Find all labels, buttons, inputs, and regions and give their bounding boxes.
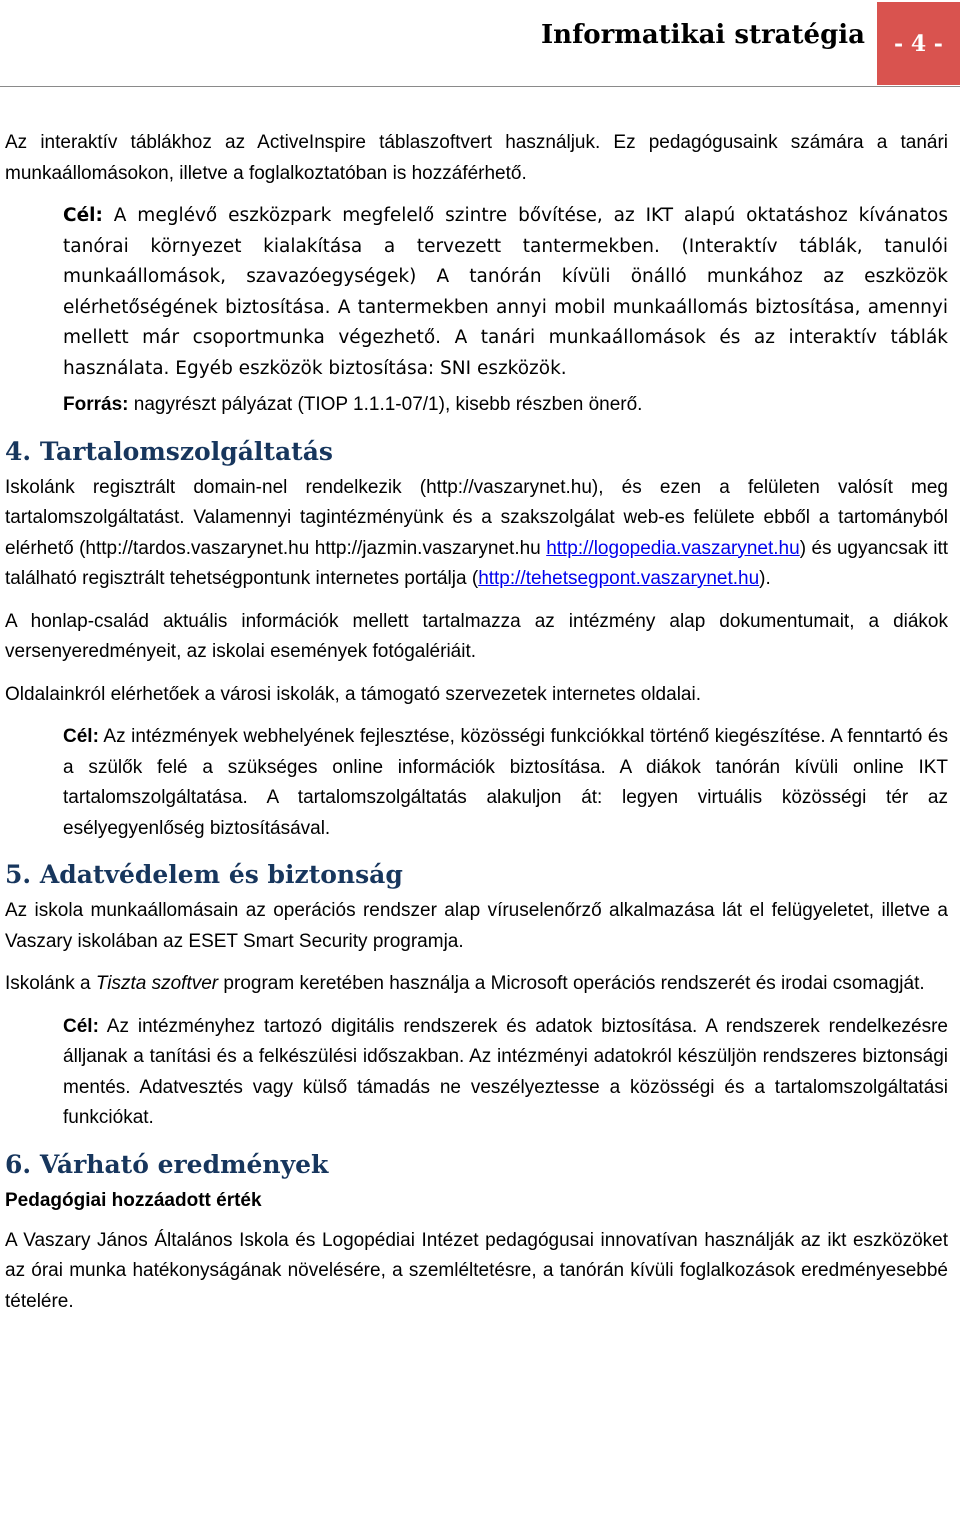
paragraph-domain: Iskolánk regisztrált domain-nel rendelkezik (http://vaszarynet.hu), és ezen a felületen valósít meg tartalomszolgáltatást. Valamennyi tagintézményünk és a szakszolgálat web-es felülete ebből a tartományból elérhető (http://tardos.vaszarynet.hu http://jazmin.vaszarynet.hu http://logopedia.vaszarynet.hu) és ugyancsak itt található regisztrált tehetségpontunk internetes portálja (http://tehetsegpont.vaszarynet.hu). <box>5 476 949 589</box>
goal-block-devices <box>63 201 948 421</box>
goal-paragraph <box>63 201 948 384</box>
source-text: nagyrészt pályázat (TIOP 1.1.1-07/1), kisebb részben önerő. <box>128 394 643 415</box>
paragraph-website-content: A honlap-család aktuális információk mellett tartalmazza az intézmény alap dokumentumait, a diákok versenyeredményeit, az iskolai események fotógalériáit. <box>5 610 948 662</box>
subheading-added-value: Pedagógiai hozzáadott érték <box>5 1189 262 1211</box>
goal-text: Az intézmények webhelyének fejlesztése, közösségi funkciókkal történő kiegészítése. A fenntartó és a szülők felé a szükséges online információk biztosítása. A diákok tanórán kívüli online IKT tartalomszolgáltatása. A tartalomszolgáltatás alakuljon át: legyen virtuális közösségi tér az esélyegyenlőség biztosításával. <box>63 726 948 839</box>
document-title: Informatikai stratégia <box>541 20 865 50</box>
paragraph-activeinspire: Az interaktív táblákhoz az ActiveInspire táblaszoftvert használjuk. Ez pedagógusaink számára a tanári munkaállomásokon, illetve a foglalkoztatóban is hozzáférhető. <box>5 132 948 184</box>
tehetsegpont-link[interactable]: http://tehetsegpont.vaszarynet.hu <box>478 568 760 589</box>
page-header <box>0 0 960 85</box>
page-number-badge: - 4 - <box>877 2 960 85</box>
goal-paragraph <box>63 1012 948 1134</box>
goal-label: Cél: <box>63 205 103 226</box>
header-divider <box>0 86 960 87</box>
goal-paragraph <box>63 722 948 844</box>
section-heading-5: 5. Adatvédelem és biztonság <box>5 860 403 889</box>
section-heading-4: 4. Tartalomszolgáltatás <box>5 436 333 466</box>
paragraph-external-links: Oldalainkról elérhetőek a városi iskolák, a támogató szervezetek internetes oldalai. <box>5 683 701 705</box>
goal-text: A meglévő eszközpark megfelelő szintre bővítése, az IKT alapú oktatáshoz kívánatos tanórai környezet kialakítása a tervezett tantermekben. (Interaktív táblák, tanulói munkaállomások, szavazóegységek) A tanórán kívüli önálló munkához az eszközök elérhetőségének biztosítása. A tantermekben annyi mobil munkaállomás biztosítása, amennyi mellett már csoportmunka végezhető. A tanári munkaállomások és az interaktív táblák használata. Egyéb eszközök biztosítása: SNI eszközök. <box>63 205 948 379</box>
paragraph-antivirus: Az iskola munkaállomásain az operációs rendszer alap víruselenőrző alkalmazása lát el felügyeletet, illetve a Vaszary iskolában az ESET Smart Security programja. <box>5 900 948 952</box>
goal-label: Cél: <box>63 726 99 747</box>
section-heading-6: 6. Várható eredmények <box>5 1149 329 1179</box>
paragraph-clean-software: Iskolánk a Tiszta szoftver program keretében használja a Microsoft operációs rendszerét és irodai csomagját. <box>5 973 925 994</box>
source-paragraph <box>63 390 948 421</box>
goal-block-content <box>63 722 948 844</box>
goal-text: Az intézményhez tartozó digitális rendszerek és adatok biztosítása. A rendszerek rendelkezésre álljanak a tanítási és a felkészülési időszakban. Az intézményi adatokról készüljön rendszeres biztonsági mentés. Adatvesztés vagy külső támadás ne veszélyeztesse a közösségi és a tartalomszolgáltatási funkciókat. <box>63 1015 948 1128</box>
logopedia-link[interactable]: http://logopedia.vaszarynet.hu <box>546 537 800 559</box>
source-label: Forrás: <box>63 394 129 415</box>
goal-label: Cél: <box>63 1015 99 1037</box>
paragraph-expected-results: A Vaszary János Általános Iskola és Logopédiai Intézet pedagógusai innovatívan használják az ikt eszközöket az órai munka hatékonyságának növelésére, a szemléltetésre, a tanórán kívüli foglalkozások eredményesebbé tételére. <box>5 1229 948 1312</box>
document-body <box>5 128 948 1329</box>
goal-block-security <box>63 1012 948 1134</box>
